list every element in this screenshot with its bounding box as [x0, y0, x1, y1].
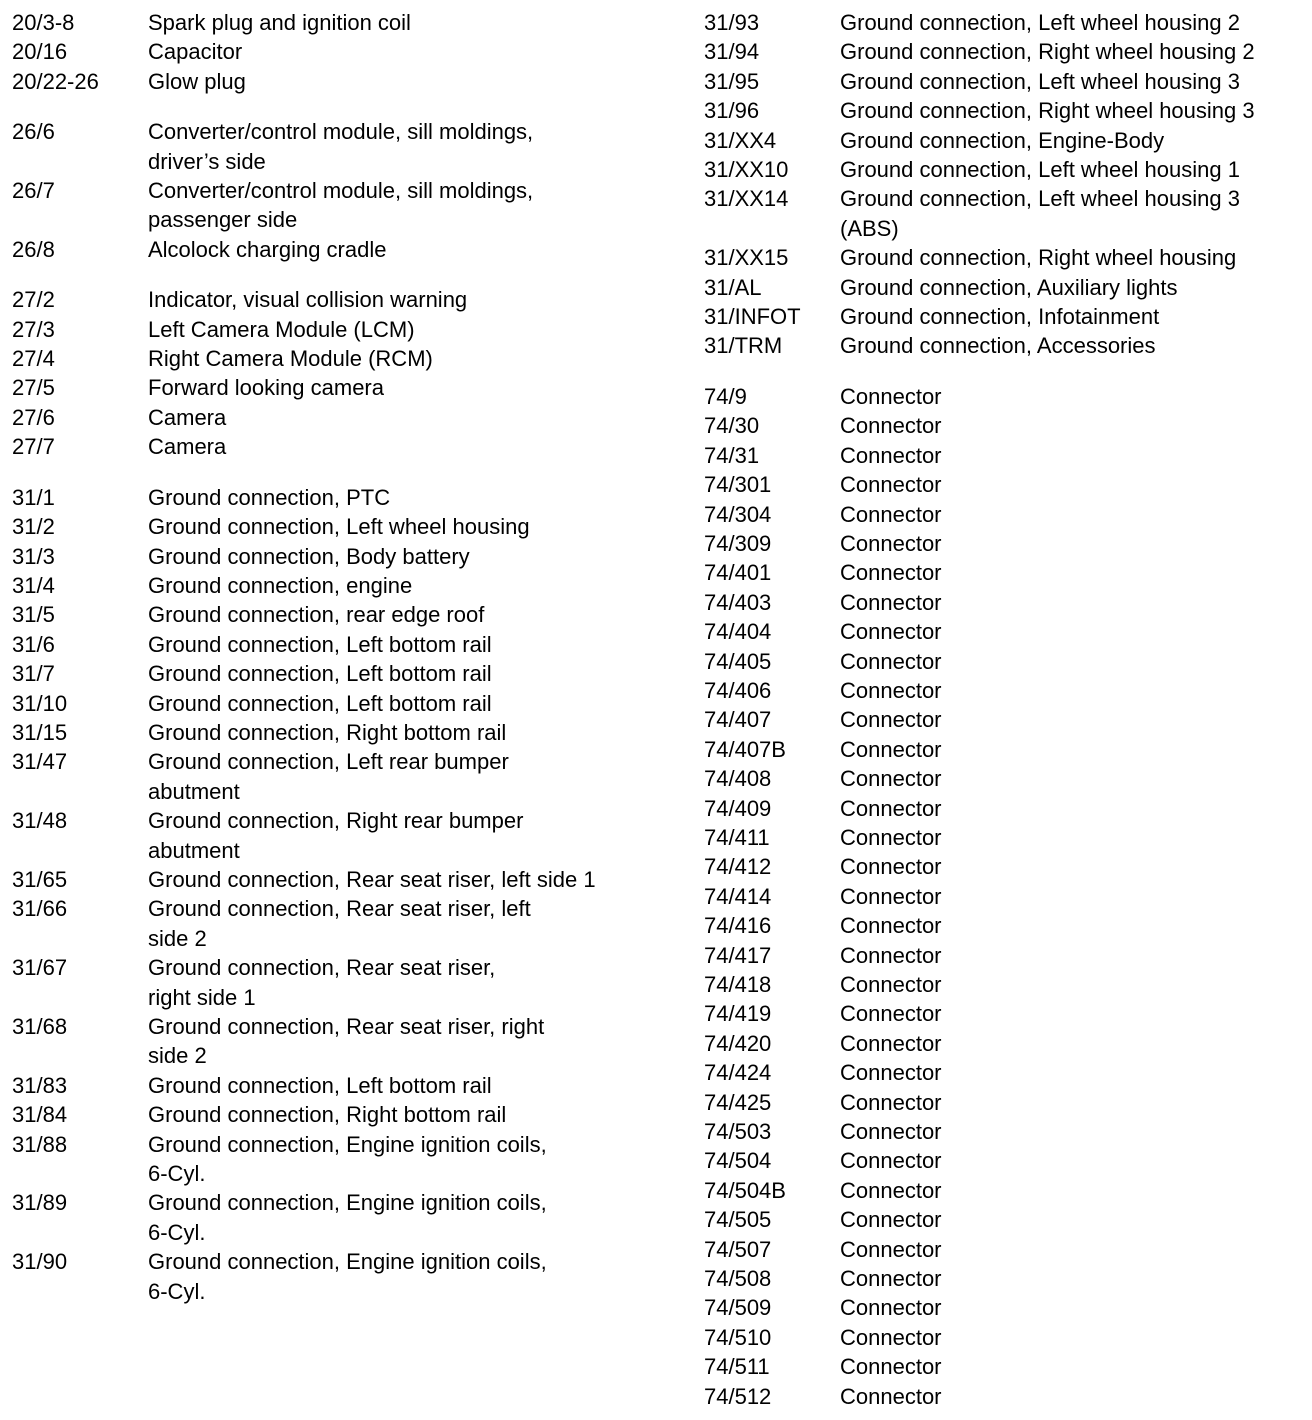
- right-column: [704, 8, 1304, 1411]
- component-code: 31/68: [12, 1014, 68, 1039]
- list-item: [704, 1293, 1304, 1322]
- component-code: 31/84: [12, 1102, 68, 1128]
- component-code: 74/407: [704, 707, 772, 733]
- component-code: 27/5: [12, 375, 55, 401]
- component-description: Connector: [840, 383, 942, 409]
- component-description: Connector: [840, 1383, 942, 1409]
- list-item: [12, 344, 672, 373]
- list-item: [12, 689, 672, 718]
- component-code: 20/22-26: [12, 68, 99, 94]
- component-code: 26/6: [12, 119, 55, 145]
- component-description: Connector: [840, 1119, 942, 1145]
- component-description: Ground connection, Left wheel housing: [148, 514, 530, 540]
- component-code: 74/424: [704, 1060, 772, 1086]
- list-item: [12, 403, 672, 432]
- component-description: Connector: [840, 1030, 942, 1056]
- component-code: 31/3: [12, 543, 55, 569]
- component-code: 31/6: [12, 631, 55, 657]
- component-code: 74/418: [704, 972, 772, 997]
- list-item: [12, 67, 672, 96]
- entry-group: [12, 483, 672, 1306]
- component-description: Ground connection, Left bottom rail: [148, 690, 492, 716]
- component-description: Connector: [840, 824, 942, 850]
- entry-group: [12, 117, 672, 264]
- list-item: [704, 852, 1304, 881]
- list-item: [704, 970, 1304, 999]
- list-item: [704, 1352, 1304, 1381]
- component-code: 74/504: [704, 1148, 772, 1174]
- component-code: 74/417: [704, 942, 772, 968]
- component-code: 27/7: [12, 434, 55, 460]
- list-item: [704, 67, 1304, 96]
- component-description: Ground connection, Left wheel housing 2: [840, 10, 1240, 35]
- component-description: Connector: [840, 736, 942, 762]
- component-description: Ground connection, Engine ignition coils, 6-Cyl.: [148, 1249, 547, 1304]
- component-description: Ground connection, Left bottom rail: [148, 631, 492, 657]
- component-description: Ground connection, Rear seat riser, left side 2: [148, 896, 531, 951]
- list-item: [12, 512, 672, 541]
- list-item: [704, 126, 1304, 155]
- component-code: 31/67: [12, 955, 68, 981]
- list-item: [12, 8, 672, 37]
- component-description: Ground connection, Rear seat riser, left side 1: [148, 866, 596, 892]
- component-description: Connector: [840, 472, 942, 498]
- component-description: Ground connection, Auxiliary lights: [840, 274, 1178, 300]
- list-item: [704, 794, 1304, 823]
- component-description: Connector: [840, 1324, 942, 1350]
- component-code: 31/XX4: [704, 127, 777, 153]
- component-description: Ground connection, engine: [148, 572, 413, 598]
- component-code: 74/509: [704, 1295, 772, 1321]
- component-code: 74/408: [704, 766, 772, 792]
- component-description: Camera: [148, 434, 227, 460]
- component-description: Connector: [840, 707, 942, 733]
- list-item: [12, 600, 672, 629]
- component-code: 27/6: [12, 404, 55, 430]
- component-description: Alcolock charging cradle: [148, 236, 387, 262]
- entry-group: [12, 285, 672, 461]
- component-code: 74/31: [704, 442, 760, 468]
- component-description: Ground connection, Rear seat riser, right side 1: [148, 955, 496, 1010]
- list-item: [704, 8, 1304, 37]
- component-description: Connector: [840, 972, 942, 997]
- list-item: [704, 1176, 1304, 1205]
- component-code: 74/401: [704, 560, 772, 586]
- list-item: [12, 1247, 672, 1306]
- component-code: 74/508: [704, 1266, 772, 1292]
- list-item: [704, 999, 1304, 1028]
- component-description: Right Camera Module (RCM): [148, 346, 433, 372]
- list-item: [704, 911, 1304, 940]
- component-description: Ground connection, PTC: [148, 484, 391, 510]
- component-description: Ground connection, Rear seat riser, right side 2: [148, 1014, 545, 1069]
- component-description: Camera: [148, 404, 227, 430]
- list-item: [704, 1088, 1304, 1117]
- component-code: 31/90: [12, 1249, 68, 1275]
- component-code: 31/AL: [704, 274, 762, 300]
- component-description: Ground connection, Left wheel housing 1: [840, 157, 1240, 183]
- list-item: [704, 470, 1304, 499]
- component-description: Ground connection, Right rear bumper abutment: [148, 808, 524, 863]
- list-item: [12, 718, 672, 747]
- component-code: 74/405: [704, 648, 772, 674]
- component-code: 31/1: [12, 484, 55, 510]
- component-description: Ground connection, Right wheel housing 2: [840, 39, 1255, 65]
- component-description: Connector: [840, 589, 942, 615]
- component-code: 31/83: [12, 1072, 68, 1098]
- component-description: Ground connection, Left bottom rail: [148, 661, 492, 687]
- list-item: [704, 882, 1304, 911]
- list-item: [704, 96, 1304, 125]
- component-code: 74/511: [704, 1354, 770, 1380]
- component-description: Connector: [840, 619, 942, 645]
- list-item: [12, 117, 672, 176]
- component-description: Ground connection, Right wheel housing: [840, 245, 1237, 271]
- list-item: [704, 184, 1304, 243]
- component-code: 74/425: [704, 1089, 772, 1115]
- component-code: 31/7: [12, 661, 55, 687]
- list-item: [12, 747, 672, 806]
- list-item: [704, 441, 1304, 470]
- component-description: Ground connection, Engine ignition coils, 6-Cyl.: [148, 1131, 547, 1187]
- component-code: 31/96: [704, 98, 760, 124]
- list-item: [12, 373, 672, 402]
- list-item: [704, 647, 1304, 676]
- list-item: [12, 894, 672, 953]
- component-code: 74/416: [704, 913, 772, 939]
- component-code: 31/15: [12, 719, 68, 745]
- component-code: 74/404: [704, 619, 772, 645]
- entry-group: [12, 8, 672, 96]
- component-description: Glow plug: [148, 68, 246, 94]
- component-description: Ground connection, Left wheel housing 3 (ABS): [840, 186, 1240, 241]
- list-item: [704, 500, 1304, 529]
- component-code: 74/414: [704, 883, 772, 909]
- entry-group: [704, 8, 1304, 361]
- list-item: [704, 1117, 1304, 1146]
- list-item: [12, 1012, 672, 1071]
- component-code: 31/89: [12, 1190, 68, 1216]
- component-code: 74/507: [704, 1236, 772, 1262]
- component-code: 27/4: [12, 346, 55, 372]
- list-item: [12, 37, 672, 66]
- list-item: [704, 588, 1304, 617]
- list-item: [12, 1188, 672, 1247]
- component-code: 74/30: [704, 413, 760, 439]
- component-code: 31/INFOT: [704, 304, 801, 330]
- component-description: Connector: [840, 560, 942, 586]
- component-description: Connector: [840, 942, 942, 968]
- component-description: Connector: [840, 854, 942, 880]
- component-description: Connector: [840, 1266, 942, 1292]
- component-description: Connector: [840, 1177, 942, 1203]
- list-item: [12, 285, 672, 314]
- component-code: 26/8: [12, 236, 55, 262]
- component-code: 31/XX10: [704, 157, 789, 183]
- component-code: 74/409: [704, 795, 772, 821]
- list-item: [12, 432, 672, 461]
- component-description: Indicator, visual collision warning: [148, 287, 468, 313]
- list-item: [12, 630, 672, 659]
- component-code: 31/XX14: [704, 186, 789, 212]
- component-code: 31/94: [704, 39, 760, 65]
- component-description: Connector: [840, 677, 942, 703]
- component-code: 20/16: [12, 39, 68, 65]
- component-code: 74/9: [704, 383, 747, 409]
- component-description: Ground connection, Right bottom rail: [148, 719, 507, 745]
- component-description: Converter/control module, sill moldings, driver’s side: [148, 119, 534, 174]
- list-item: [12, 1100, 672, 1129]
- component-description: Spark plug and ignition coil: [148, 10, 411, 35]
- list-item: [704, 411, 1304, 440]
- component-description: Converter/control module, sill moldings, passenger side: [148, 178, 534, 233]
- list-item: [704, 823, 1304, 852]
- component-code: 74/510: [704, 1324, 772, 1350]
- list-item: [704, 617, 1304, 646]
- component-description: Ground connection, Right bottom rail: [148, 1102, 507, 1128]
- list-item: [704, 558, 1304, 587]
- component-code: 31/10: [12, 690, 68, 716]
- list-item: [704, 941, 1304, 970]
- component-description: Connector: [840, 442, 942, 468]
- component-code: 74/503: [704, 1119, 772, 1145]
- list-item: [12, 953, 672, 1012]
- component-code: 74/512: [704, 1383, 772, 1409]
- list-item: [12, 865, 672, 894]
- component-description: Connector: [840, 883, 942, 909]
- component-code: 31/47: [12, 749, 68, 775]
- component-code: 31/XX15: [704, 245, 789, 271]
- component-code: 31/TRM: [704, 333, 783, 359]
- component-description: Connector: [840, 1148, 942, 1174]
- component-code: 31/5: [12, 602, 55, 628]
- list-item: [12, 1071, 672, 1100]
- list-item: [12, 659, 672, 688]
- list-item: [704, 705, 1304, 734]
- component-code: 31/93: [704, 10, 760, 35]
- component-code: 31/4: [12, 572, 55, 598]
- component-description: Ground connection, Left wheel housing 3: [840, 68, 1240, 94]
- component-code: 31/48: [12, 808, 68, 834]
- component-description: Connector: [840, 413, 942, 439]
- list-item: [12, 571, 672, 600]
- component-description: Ground connection, Accessories: [840, 333, 1156, 359]
- component-description: Connector: [840, 1207, 942, 1233]
- component-code: 74/419: [704, 1001, 772, 1027]
- list-item: [12, 235, 672, 264]
- component-description: Connector: [840, 648, 942, 674]
- component-code: 74/301: [704, 472, 772, 498]
- component-code: 74/309: [704, 530, 772, 556]
- component-code: 74/411: [704, 824, 770, 850]
- list-item: [704, 302, 1304, 331]
- list-item: [704, 37, 1304, 66]
- list-item: [704, 1146, 1304, 1175]
- component-code: 74/505: [704, 1207, 772, 1233]
- list-item: [704, 1235, 1304, 1264]
- component-description: Ground connection, Left rear bumper abutment: [148, 749, 509, 804]
- component-description: Ground connection, Engine-Body: [840, 127, 1165, 153]
- component-description: Connector: [840, 795, 942, 821]
- component-code: 74/406: [704, 677, 772, 703]
- component-description: Connector: [840, 1089, 942, 1115]
- component-description: Connector: [840, 1236, 942, 1262]
- list-item: [704, 529, 1304, 558]
- component-description: Ground connection, Right wheel housing 3: [840, 98, 1255, 124]
- component-description: Ground connection, Left bottom rail: [148, 1072, 492, 1098]
- component-code: 26/7: [12, 178, 55, 204]
- component-description: Connector: [840, 913, 942, 939]
- component-code: 31/66: [12, 896, 68, 922]
- list-item: [704, 1029, 1304, 1058]
- list-item: [12, 1130, 672, 1189]
- component-code: 74/412: [704, 854, 772, 880]
- list-item: [12, 806, 672, 865]
- component-code: 74/304: [704, 501, 772, 527]
- component-description: Ground connection, rear edge roof: [148, 602, 485, 628]
- component-code: 74/504B: [704, 1177, 786, 1203]
- component-code: 20/3-8: [12, 10, 75, 35]
- list-item: [704, 155, 1304, 184]
- component-description: Connector: [840, 1354, 942, 1380]
- list-item: [704, 735, 1304, 764]
- component-description: Connector: [840, 766, 942, 792]
- list-item: [704, 1205, 1304, 1234]
- component-code: 27/3: [12, 316, 55, 342]
- component-description: Connector: [840, 1001, 942, 1027]
- list-item: [704, 243, 1304, 272]
- list-item: [704, 764, 1304, 793]
- list-item: [12, 315, 672, 344]
- component-description: Capacitor: [148, 39, 243, 65]
- component-code: 31/95: [704, 68, 760, 94]
- component-code: 74/420: [704, 1030, 772, 1056]
- list-item: [12, 483, 672, 512]
- component-code: 74/403: [704, 589, 772, 615]
- component-code: 27/2: [12, 287, 55, 313]
- component-code: 31/65: [12, 866, 68, 892]
- component-description: Connector: [840, 1060, 942, 1086]
- component-description: Ground connection, Infotainment: [840, 304, 1160, 330]
- list-item: [12, 542, 672, 571]
- left-column: [12, 8, 672, 1306]
- component-code: 74/407B: [704, 736, 786, 762]
- component-description: Ground connection, Body battery: [148, 543, 470, 569]
- entry-group: [704, 382, 1304, 1411]
- list-item: [704, 1058, 1304, 1087]
- list-item: [704, 331, 1304, 360]
- list-item: [704, 1323, 1304, 1352]
- component-description: Connector: [840, 501, 942, 527]
- list-item: [704, 273, 1304, 302]
- list-item: [704, 1382, 1304, 1411]
- component-description: Ground connection, Engine ignition coils, 6-Cyl.: [148, 1190, 547, 1245]
- component-description: Forward looking camera: [148, 375, 384, 401]
- component-description: Left Camera Module (LCM): [148, 316, 415, 342]
- component-code: 31/2: [12, 514, 55, 540]
- list-item: [704, 1264, 1304, 1293]
- list-item: [704, 676, 1304, 705]
- component-code: 31/88: [12, 1131, 68, 1157]
- component-description: Connector: [840, 530, 942, 556]
- component-description: Connector: [840, 1295, 942, 1321]
- list-item: [704, 382, 1304, 411]
- list-item: [12, 176, 672, 235]
